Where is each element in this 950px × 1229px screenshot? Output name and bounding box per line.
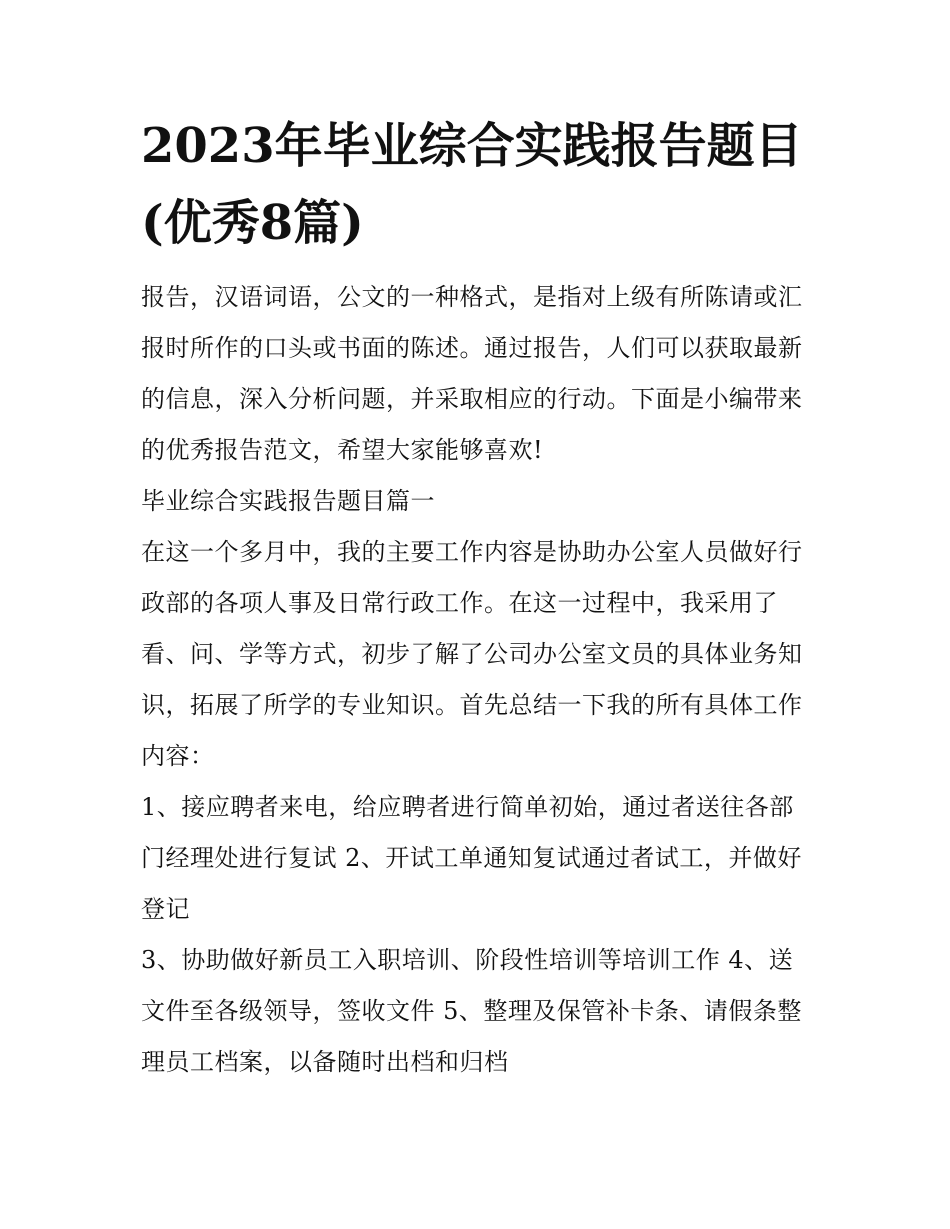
- section-heading: 毕业综合实践报告题目篇一: [141, 487, 435, 515]
- intro-paragraph: 报告，汉语词语，公文的一种格式，是指对上级有所陈请或汇报时所作的口头或书面的陈述。通过报告，人们可以获取最新的信息，深入分析问题，并采取相应的行动。下面是小编带来的优秀报告范文，希望大家能够喜欢!: [141, 283, 803, 464]
- document-title: 2023年毕业综合实践报告题目(优秀8篇): [141, 118, 803, 251]
- list-paragraph: 3、协助做好新员工入职培训、阶段性培训等培训工作 4、送文件至各级领导，签收文件 5、整理及保管补卡条、请假条整理员工档案，以备随时出档和归档: [141, 946, 802, 1076]
- body-paragraph: 在这一个多月中，我的主要工作内容是协助办公室人员做好行政部的各项人事及日常行政工作。在这一过程中，我采用了看、问、学等方式，初步了解了公司办公室文员的具体业务知识，拓展了所学的专业知识。首先总结一下我的所有具体工作内容：: [141, 538, 803, 770]
- document-body: [141, 108, 813, 1088]
- list-paragraph: 1、接应聘者来电，给应聘者进行简单初始，通过者送往各部门经理处进行复试 2、开试工单通知复试通过者试工，并做好登记: [141, 793, 802, 923]
